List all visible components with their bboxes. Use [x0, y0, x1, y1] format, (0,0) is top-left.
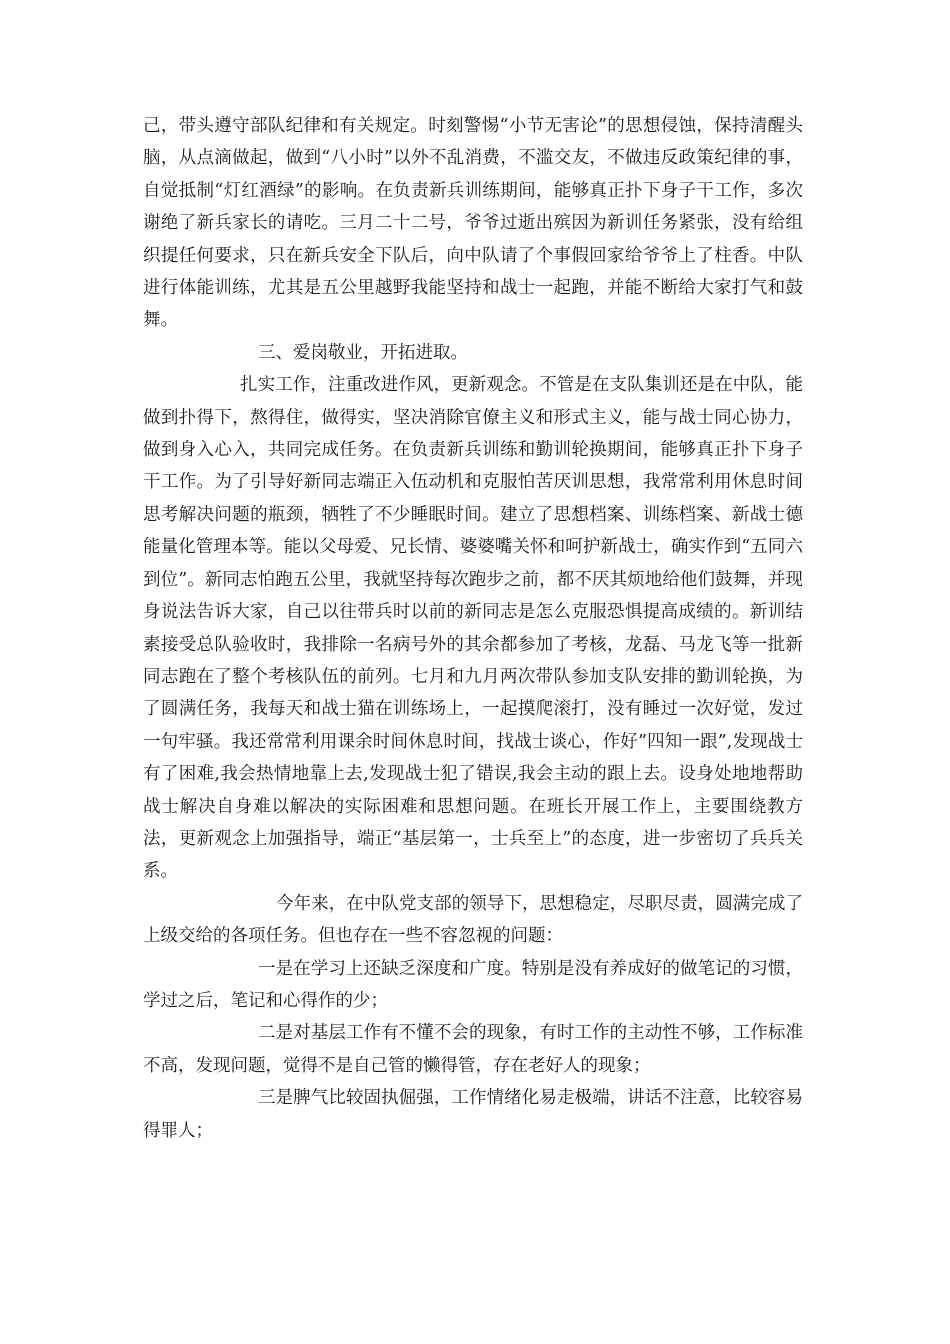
- paragraph-issue-3: 三是脾气比较固执倔强，工作情绪化易走极端，讲话不注意，比较容易得罪人；: [143, 1088, 803, 1141]
- section-heading-3: 三、爱岗敬业，开拓进取。: [258, 342, 468, 363]
- paragraph-discipline: 己，带头遵守部队纪律和有关规定。时刻警惕“小节无害论”的思想侵蚀，保持清醒头脑，从点滴做起，做到“八小时”以外不乱消费，不滥交友，不做违反政策纪律的事，自觉抵制“灯红酒绿”的影响。在负责新兵训练期间，能够真正扑下身子干工作，多次谢绝了新兵家长的请吃。三月二十二号，爷爷过逝出殡因为新训任务紧张，没有给组织提任何要求，只在新兵安全下队后，向中队请了个事假回家给爷爷上了柱香。中队进行体能训练，尤其是五公里越野我能坚持和战士一起跑，并能不断给大家打气和鼓舞。: [143, 116, 803, 331]
- paragraph-summary: 今年来，在中队党支部的领导下，思想稳定，尽职尽责，圆满完成了上级交给的各项任务。但也存在一些不容忽视的问题：: [143, 893, 803, 947]
- paragraph-work-style: 扎实工作，注重改进作风，更新观念。不管是在支队集训还是在中队，能做到扑得下，熬得住，做得实，坚决消除官僚主义和形式主义，能与战士同心协力，做到身入心入，共同完成任务。在负责新兵训练和勤训轮换期间，能够真正扑下身子干工作。为了引导好新同志端正入伍动机和克服怕苦厌训思想，我常常利用休息时间思考解决问题的瓶颈，牺牲了不少睡眠时间。建立了思想档案、训练档案、新战士德能量化管理本等。能以父母爱、兄长情、婆婆嘴关怀和呵护新战士，确实作到“五同六到位”。新同志怕跑五公里，我就坚持每次跑步之前，都不厌其烦地给他们鼓舞，并现身说法告诉大家，自己以往带兵时以前的新同志是怎么克服恐惧提高成绩的。新训结素接受总队验收时，我排除一名病号外的其余都参加了考核，龙磊、马龙飞等一批新同志跑在了整个考核队伍的前列。七月和九月两次带队参加支队安排的勤训轮换，为了圆满任务，我每天和战士猫在训练场上，一起摸爬滚打，没有睡过一次好觉，发过一句牢骚。我还常常利用课余时间休息时间，找战士谈心，作好”四知一跟”,发现战士有了困难,我会热情地靠上去,发现战士犯了错误,我会主动的跟上去。设身处地地帮助战士解决自身难以解决的实际困难和思想问题。在班长开展工作上，主要围绕教方法，更新观念上加强指导，端正“基层第一，士兵至上”的态度，进一步密切了兵兵关系。: [143, 375, 803, 882]
- paragraph-issue-1: 一是在学习上还缺乏深度和广度。特别是没有养成好的做笔记的习惯，学过之后，笔记和心得作的少；: [143, 958, 803, 1011]
- document-body: [143, 110, 803, 1147]
- paragraph-issue-2: 二是对基层工作有不懂不会的现象，有时工作的主动性不够，工作标准不高，发现问题，觉得不是自己管的懒得管，存在老好人的现象；: [143, 1023, 803, 1076]
